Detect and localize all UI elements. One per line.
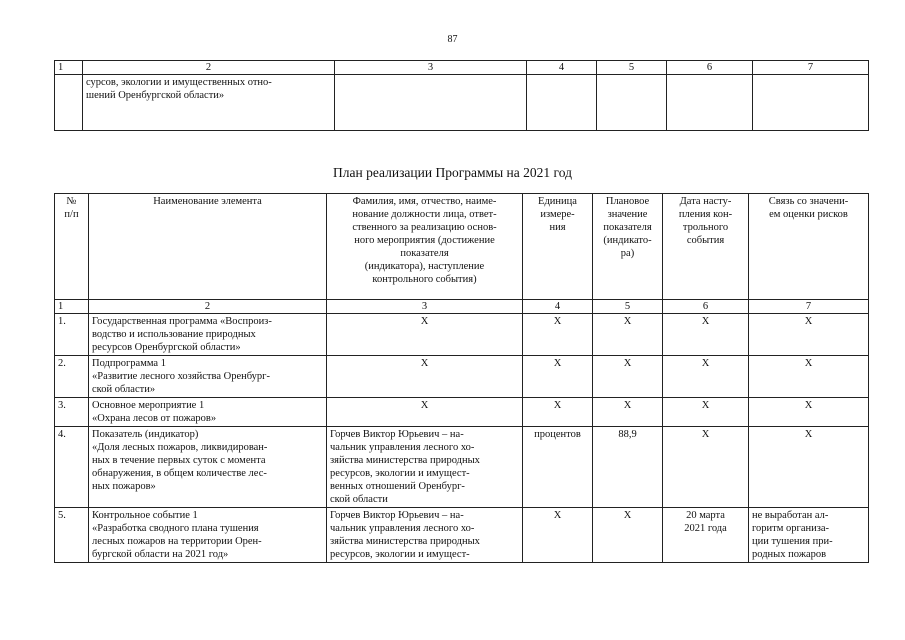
table-row bbox=[55, 356, 869, 398]
element-name-cell: Показатель (индикатор) «Доля лесных пожаров, ликвидирован- ных в течение первых суток с момента обнаружения, в общем количестве лес- ных пожаров» bbox=[89, 427, 327, 508]
col-num: 2 bbox=[83, 61, 335, 75]
header-cell: Наименование элемента bbox=[89, 194, 327, 300]
unit-cell: X bbox=[523, 398, 593, 427]
column-number-row bbox=[55, 300, 869, 314]
header-row bbox=[55, 194, 869, 300]
planned-value-cell: X bbox=[593, 398, 663, 427]
col-num: 2 bbox=[89, 300, 327, 314]
continued-table bbox=[54, 60, 869, 131]
col-num: 3 bbox=[327, 300, 523, 314]
col-num: 1 bbox=[55, 300, 89, 314]
col-num: 6 bbox=[663, 300, 749, 314]
row-number-cell: 5. bbox=[55, 508, 89, 563]
responsible-person-cell: Горчев Виктор Юрьевич – на- чальник управления лесного хо- зяйства министерства природных ресурсов, экологии и имущест- bbox=[327, 508, 523, 563]
responsible-person-cell: X bbox=[327, 356, 523, 398]
header-cell: Связь со значени- ем оценки рисков bbox=[749, 194, 869, 300]
responsible-person-cell: Горчев Виктор Юрьевич – на- чальник управления лесного хо- зяйства министерства природных ресурсов, экологии и имущест- венных отношений Оренбург- ской области bbox=[327, 427, 523, 508]
col-num: 3 bbox=[335, 61, 527, 75]
empty-cell bbox=[753, 75, 869, 131]
continued-row bbox=[55, 75, 869, 131]
row-number-cell: 2. bbox=[55, 356, 89, 398]
header-cell: № п/п bbox=[55, 194, 89, 300]
event-date-cell: X bbox=[663, 314, 749, 356]
page-number: 87 bbox=[447, 34, 458, 45]
element-name-cell: Государственная программа «Воспроиз- водство и использование природных ресурсов Оренбургской области» bbox=[89, 314, 327, 356]
responsible-person-cell: X bbox=[327, 314, 523, 356]
element-name-cell: Основное мероприятие 1 «Охрана лесов от пожаров» bbox=[89, 398, 327, 427]
unit-cell: X bbox=[523, 314, 593, 356]
table-row bbox=[55, 508, 869, 563]
col-num: 5 bbox=[593, 300, 663, 314]
risk-link-cell: X bbox=[749, 398, 869, 427]
empty-cell bbox=[597, 75, 667, 131]
risk-link-cell: X bbox=[749, 356, 869, 398]
plan-table bbox=[54, 193, 869, 563]
row-number-cell: 4. bbox=[55, 427, 89, 508]
row-number-cell: 3. bbox=[55, 398, 89, 427]
col-num: 6 bbox=[667, 61, 753, 75]
risk-link-cell: X bbox=[749, 314, 869, 356]
header-cell: Дата насту- пления кон- трольного события bbox=[663, 194, 749, 300]
table-row bbox=[55, 314, 869, 356]
planned-value-cell: X bbox=[593, 314, 663, 356]
col-num: 4 bbox=[523, 300, 593, 314]
event-date-cell: 20 марта 2021 года bbox=[663, 508, 749, 563]
event-date-cell: X bbox=[663, 427, 749, 508]
column-number-row bbox=[55, 61, 869, 75]
col-num: 5 bbox=[597, 61, 667, 75]
responsible-person-cell: X bbox=[327, 398, 523, 427]
empty-cell bbox=[335, 75, 527, 131]
element-name-cell: Контрольное событие 1 «Разработка сводного плана тушения лесных пожаров на территории Орен- бургской области на 2021 год» bbox=[89, 508, 327, 563]
header-cell: Фамилия, имя, отчество, наиме- нование должности лица, ответ- ственного за реализацию основ- ного мероприятия (достижение показателя (индикатора), наступление контрольного события) bbox=[327, 194, 523, 300]
empty-cell bbox=[55, 75, 83, 131]
risk-link-cell: X bbox=[749, 427, 869, 508]
continued-name-cell: сурсов, экологии и имущественных отно- шений Оренбургской области» bbox=[83, 75, 335, 131]
event-date-cell: X bbox=[663, 398, 749, 427]
empty-cell bbox=[667, 75, 753, 131]
header-cell: Единица измере- ния bbox=[523, 194, 593, 300]
header-cell: Плановое значение показателя (индикато- ра) bbox=[593, 194, 663, 300]
planned-value-cell: X bbox=[593, 508, 663, 563]
table-row bbox=[55, 427, 869, 508]
event-date-cell: X bbox=[663, 356, 749, 398]
unit-cell: процентов bbox=[523, 427, 593, 508]
risk-link-cell: не выработан ал- горитм организа- ции тушения при- родных пожаров bbox=[749, 508, 869, 563]
planned-value-cell: X bbox=[593, 356, 663, 398]
section-title: План реализации Программы на 2021 год bbox=[333, 165, 572, 180]
planned-value-cell: 88,9 bbox=[593, 427, 663, 508]
unit-cell: X bbox=[523, 508, 593, 563]
element-name-cell: Подпрограмма 1 «Развитие лесного хозяйства Оренбург- ской области» bbox=[89, 356, 327, 398]
empty-cell bbox=[527, 75, 597, 131]
table-row bbox=[55, 398, 869, 427]
col-num: 4 bbox=[527, 61, 597, 75]
col-num: 7 bbox=[753, 61, 869, 75]
col-num: 1 bbox=[55, 61, 83, 75]
col-num: 7 bbox=[749, 300, 869, 314]
row-number-cell: 1. bbox=[55, 314, 89, 356]
unit-cell: X bbox=[523, 356, 593, 398]
